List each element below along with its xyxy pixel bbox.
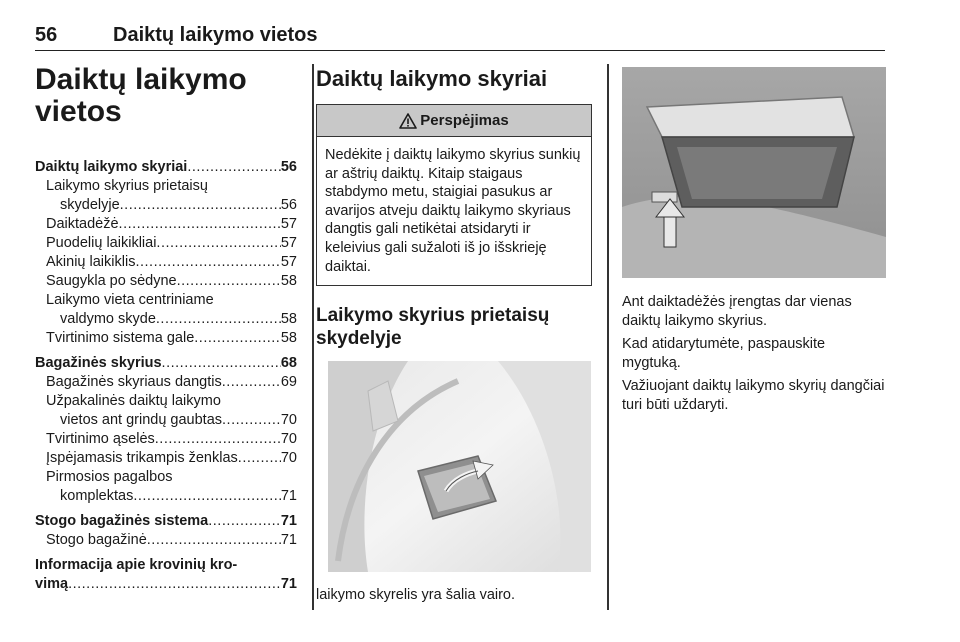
toc-entry-page: 56: [280, 197, 297, 213]
toc-entry-text: komplektas: [60, 488, 134, 504]
toc-entry-text: vimą: [35, 576, 69, 592]
column-divider: [607, 64, 609, 610]
paragraph: Važiuojant daiktų laikymo skyrių dangčiai turi būti uždaryti.: [622, 378, 885, 413]
warning-box: [316, 104, 592, 286]
toc-entry-page: 58: [280, 330, 297, 346]
warning-text: Nedėkite į daiktų laikymo skyrius sunkių ar aštrių daiktų. Kitaip staigaus stabdymo metu, staigiai pasukus ar avarijos atveju daiktų laikymo skyriaus dangtis gali netikėtai atsidaryti ir keleivius gali sužaloti iš jo išskrieję daiktai.: [325, 147, 581, 275]
toc-entry-text: Tvirtinimo ąselės: [46, 431, 155, 447]
section-title: Daiktų laikymo skyriai: [316, 66, 548, 91]
subsection-title-line2: skydelyje: [316, 328, 402, 350]
toc-entry[interactable]: [35, 196, 297, 215]
toc-leader: [135, 253, 280, 272]
toc-leader: [68, 575, 281, 594]
toc-entry-text: Daiktų laikymo skyriai: [35, 159, 188, 175]
warning-triangle-icon: [399, 113, 417, 129]
toc-entry-page: 69: [280, 374, 297, 390]
right-column: [622, 293, 886, 419]
toc-entry-page: 68: [280, 355, 297, 371]
main-column: [316, 64, 592, 360]
toc-leader: [156, 310, 281, 329]
toc-leader: [120, 196, 281, 215]
toc-entry[interactable]: [35, 310, 297, 329]
toc-entry[interactable]: [35, 449, 297, 468]
toc-entry-text: Bagažinės skyrius: [35, 355, 162, 371]
paragraph: Kad atidarytumėte, paspauskite mygtuką.: [622, 336, 826, 371]
toc-entry-text: Įspėjamasis trikampis ženklas: [46, 450, 238, 466]
chapter-title: [35, 64, 297, 128]
toc-entry[interactable]: [35, 411, 297, 430]
toc-entry-page: 70: [280, 412, 297, 428]
toc-entry[interactable]: [35, 373, 297, 392]
toc-leader: [222, 411, 281, 430]
toc-entry-text: Stogo bagažinės sistema: [35, 513, 209, 529]
chapter-title-line1: Daiktų laikymo: [35, 63, 247, 96]
figure-illustration: [622, 67, 886, 278]
toc-entry[interactable]: [35, 234, 297, 253]
toc-entry-text: Daiktadėžė: [46, 216, 119, 232]
toc-entry-text: skydelyje: [60, 197, 120, 213]
figure-illustration: [328, 361, 591, 572]
toc-entry-text: vietos ant grindų gaubtas: [60, 412, 223, 428]
toc-leader: [162, 354, 281, 373]
toc-leader: [155, 430, 281, 449]
toc-entry[interactable]: [35, 158, 297, 177]
running-title: Daiktų laikymo vietos: [113, 24, 318, 46]
toc-entry-text[interactable]: Informacija apie krovinių kro-: [35, 557, 238, 573]
subsection-title-line1: Laikymo skyrius prietaisų: [316, 305, 550, 327]
toc-entry-page: 71: [280, 513, 297, 529]
toc-leader: [187, 158, 281, 177]
toc-entry[interactable]: [35, 253, 297, 272]
chapter-title-line2: vietos: [35, 95, 122, 128]
toc-entry-page: 58: [280, 273, 297, 289]
toc-entry[interactable]: [35, 272, 297, 291]
toc-entry-page: 57: [280, 254, 297, 270]
toc-entry-page: 70: [280, 450, 297, 466]
toc-entry-text[interactable]: Pirmosios pagalbos: [46, 469, 173, 485]
paragraph: Ant daiktadėžės įrengtas dar vienas daiktų laikymo skyrius.: [622, 294, 852, 329]
toc-entry-page: 57: [280, 216, 297, 232]
toc-entry-text[interactable]: Užpakalinės daiktų laikymo: [46, 393, 221, 409]
toc-entry[interactable]: [35, 512, 297, 531]
page-number: 56: [35, 24, 58, 46]
figure-steering-storage: [328, 361, 591, 572]
toc-entry-text[interactable]: Laikymo vieta centriniame: [46, 292, 214, 308]
toc-entry-page: 71: [280, 488, 297, 504]
figure-caption: laikymo skyrelis yra šalia vairo.: [316, 587, 516, 603]
toc-entry-text: Tvirtinimo sistema gale: [46, 330, 195, 346]
toc-entry[interactable]: [35, 487, 297, 506]
toc-leader: [133, 487, 281, 506]
toc-entry[interactable]: [35, 354, 297, 373]
figure-glovebox-storage: [622, 67, 886, 278]
toc-entry-text: Akinių laikiklis: [46, 254, 136, 270]
warning-header: [317, 105, 591, 137]
column-divider: [312, 64, 314, 610]
toc-entry-text: Saugykla po sėdyne: [46, 273, 177, 289]
toc-entry[interactable]: [35, 215, 297, 234]
warning-heading: Perspėjimas: [420, 112, 509, 129]
toc-entry-page: 71: [280, 576, 297, 592]
toc-leader: [177, 272, 281, 291]
toc-entry[interactable]: [35, 329, 297, 348]
toc-entry-page: 70: [280, 431, 297, 447]
subsection-title: [316, 304, 592, 350]
toc-entry-text: Bagažinės skyriaus dangtis: [46, 374, 222, 390]
toc-leader: [208, 512, 281, 531]
page-header: [35, 22, 885, 51]
toc-entry-text: Puodelių laikikliai: [46, 235, 157, 251]
toc-leader: [147, 531, 281, 550]
toc-entry-text[interactable]: Laikymo skyrius prietaisų: [46, 178, 208, 194]
toc-column: [35, 64, 297, 594]
toc-entry-text: valdymo skyde: [60, 311, 156, 327]
toc-entry-page: 58: [280, 311, 297, 327]
toc-leader: [238, 449, 281, 468]
toc-leader: [119, 215, 281, 234]
toc-leader: [222, 373, 281, 392]
toc-entry-page: 56: [280, 159, 297, 175]
toc-entry-text: Stogo bagažinė: [46, 532, 147, 548]
toc-leader: [194, 329, 281, 348]
toc-entry[interactable]: [35, 531, 297, 550]
toc-entry[interactable]: [35, 430, 297, 449]
toc-entry-page: 71: [280, 532, 297, 548]
toc-entry-page: 57: [280, 235, 297, 251]
toc-leader: [156, 234, 280, 253]
toc-entry[interactable]: [35, 575, 297, 594]
